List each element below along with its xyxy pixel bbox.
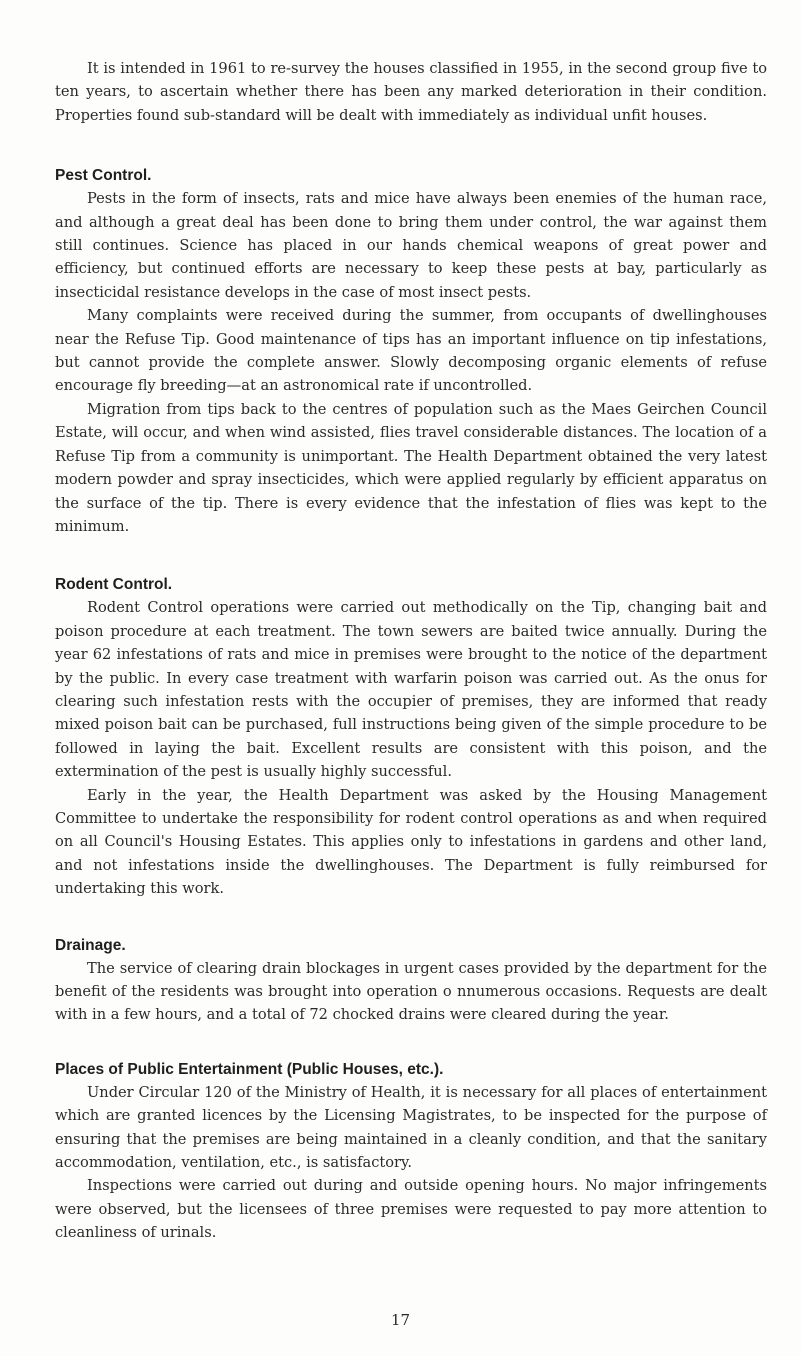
paragraph: Pests in the form of insects, rats and mice have always been enemies of the human race, and although a great deal has been done to bring them under control, the war against them still continues. Science has placed in our hands chemical weapons of great power and efficiency, but continued efforts are necessary to keep these pests at bay, particularly as insecticidal resistance develops in the case of most insect pests. <box>55 190 767 301</box>
paragraph: The service of clearing drain blockages in urgent cases provided by the department for the benefit of the residents was brought into operation o nnumerous occasions. Requests are dealt with in a few hours, and a total of 72 chocked drains were cleared during the year. <box>55 959 767 1024</box>
paragraph: Under Circular 120 of the Ministry of Health, it is necessary for all places of entertainment which are granted licences by the Licensing Magistrates, to be inspected for the purpose of ensuring that the premises are being maintained in a cleanly condition, and that the sanitary accommodation, ventilation, etc., is satisfactory. <box>55 1083 767 1172</box>
section-heading: Places of Public Entertainment (Public Houses, etc.). <box>55 1060 444 1078</box>
section-heading: Rodent Control. <box>55 576 173 594</box>
section-heading: Drainage. <box>55 936 126 954</box>
section-pest-control <box>55 165 767 538</box>
section-public-entertainment <box>55 1059 767 1245</box>
section-heading: Pest Control. <box>55 167 152 185</box>
document-page <box>55 57 767 1245</box>
paragraph: Many complaints were received during the summer, from occupants of dwellinghouses near the Refuse Tip. Good maintenance of tips has an important influence on tip infestations, but cannot provide the complete answer. Slowly decomposing organic elements of refuse encourage fly breeding—at an astronomical rate if uncontrolled. <box>55 307 767 395</box>
intro-paragraph: It is intended in 1961 to re-survey the houses classified in 1955, in the second group five to ten years, to ascertain whether there has been any marked deterioration in their condition. Properties found sub-standard will be dealt with immediately as individual unfit houses. <box>55 60 767 124</box>
paragraph: Inspections were carried out during and outside opening hours. No major infringements were observed, but the licensees of three premises were requested to pay more attention to cleanliness of urinals. <box>55 1177 767 1242</box>
section-rodent-control <box>55 574 767 900</box>
paragraph: Rodent Control operations were carried out methodically on the Tip, changing bait and poison procedure at each treatment. The town sewers are baited twice annually. During the year 62 infestations of rats and mice in premises were brought to the notice of the department by the public. In every case treatment with warfarin poison was carried out. As the onus for clearing such infestation rests with the occupier of premises, they are informed that ready mixed poison bait can be purchased, full instructions being given of the simple procedure to be followed in laying the bait. Excellent results are consistent with this poison, and the extermination of the pest is usually highly successful. <box>55 599 767 781</box>
page-number: 17 <box>390 1311 411 1329</box>
paragraph: Migration from tips back to the centres of population such as the Maes Geirchen Council Estate, will occur, and when wind assisted, flies travel considerable distances. The location of a Refuse Tip from a community is unimportant. The Health Department obtained the very latest modern powder and spray insecticides, which were applied regularly by efficient apparatus on the surface of the tip. There is every evidence that the infestation of flies was kept to the minimum. <box>55 400 767 535</box>
section-drainage <box>55 935 767 1027</box>
paragraph: Early in the year, the Health Department was asked by the Housing Management Committee to undertake the responsibility for rodent control operations as and when required on all Council's Housing Estates. This applies only to infestations in gardens and other land, and not infestations inside the dwellinghouses. The Department is fully reimbursed for undertaking this work. <box>55 786 767 898</box>
